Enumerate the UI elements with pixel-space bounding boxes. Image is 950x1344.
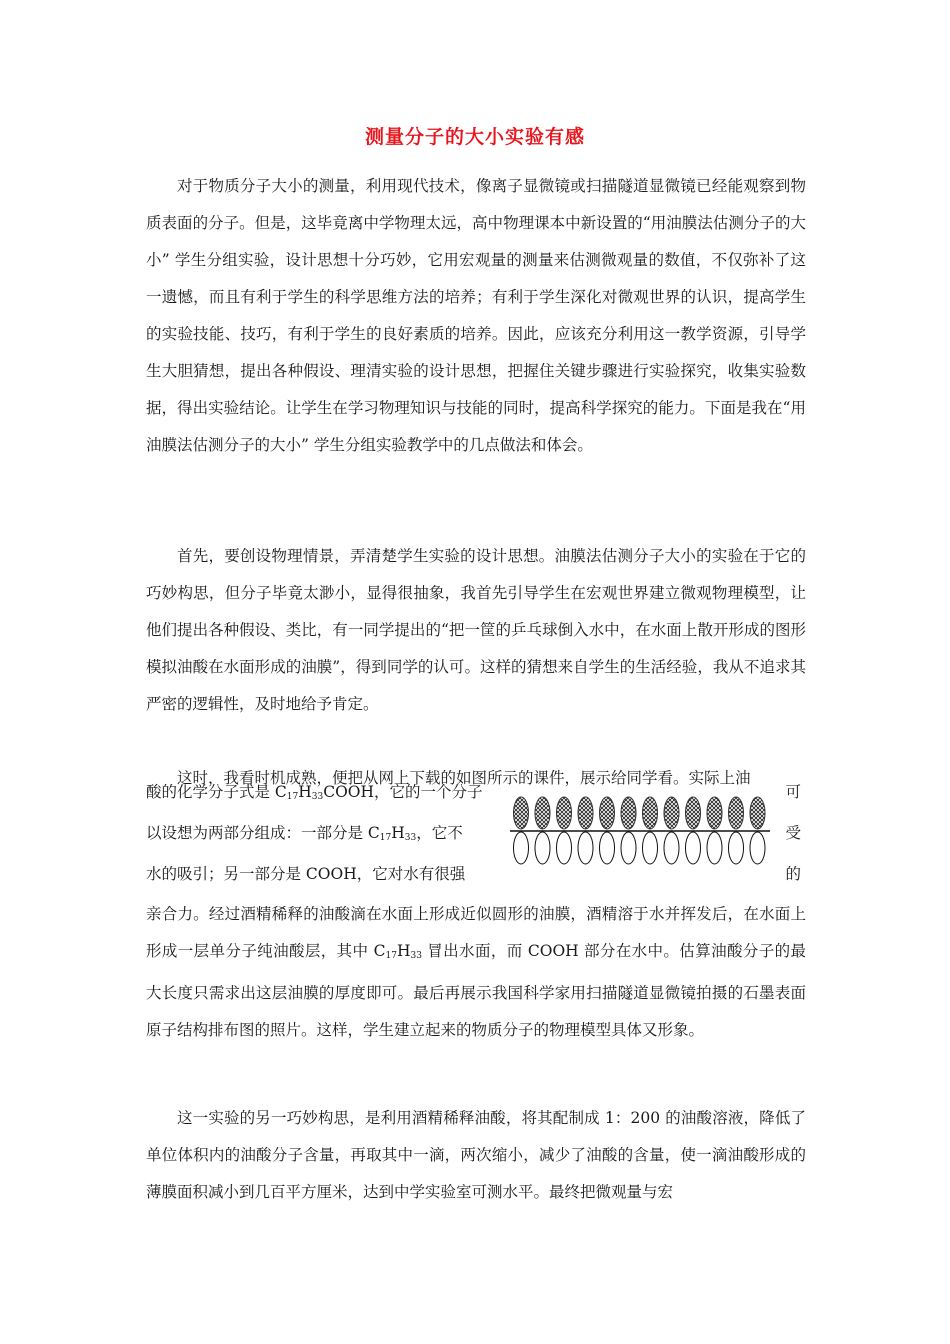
molecule-tail [535,832,550,864]
molecule-head [535,797,550,829]
paragraph-2: 首先，要创设物理情景，弄清楚学生实验的设计思想。油膜法估测分子大小的实验在于它的巧妙构思，但分子毕竟太渺小，显得很抽象，我首先引导学生在宏观世界建立微观物理模型，让他们提出各种假设、类比，有一同学提出的“把一筐的乒乓球倒入水中，在水面上散开形成的图形模拟油酸在水面形成的油膜”，得到同学的认可。这样的猜想来自学生的生活经验，我从不追求其严密的逻辑性，及时地给予肯定。 [146,547,806,713]
molecule-tail [729,832,744,864]
molecule-tail [750,832,765,864]
molecule-head [643,797,658,829]
molecule-head [686,797,701,829]
paragraph-3-rest: 亲合力。经过酒精稀释的油酸滴在水面上形成近似圆形的油膜，酒精溶于水并挥发后，在水面上形成一层单分子纯油酸层，其中 $C_{17}H_{33}$ 冒出水面，而 COOH 部分在水中。估算油酸分子的最大长度只需求出这层油膜的厚度即可。最后再展示我国科学家用扫描隧道显微镜拍摄的石墨表面原子结构排布图的照片。这样，学生建立起来的物质分子的物理模型具体又形象。 [146,905,806,1039]
molecule-head [621,797,636,829]
oil-molecule-figure [508,794,772,868]
molecule-tail [514,832,529,864]
line-2-end: 受 [785,824,801,842]
molecule-head [578,797,593,829]
molecule-tail [643,832,658,864]
molecule-head [750,797,765,829]
line-3-end: 的 [785,865,801,883]
molecule-head [707,797,722,829]
molecule-head [514,797,529,829]
molecule-tail [600,832,615,864]
line-2-text: 以设想为两部分组成：一部分是 $C_{17}H_{33}$，它不 [146,824,463,843]
document-title: 测量分子的大小实验有感 [364,126,585,148]
molecule-tail [621,832,636,864]
molecule-tail [578,832,593,864]
molecule-tail [707,832,722,864]
molecule-head [557,797,572,829]
line-1-end: 可 [785,783,801,801]
molecule-tail [686,832,701,864]
line-3-text: 水的吸引；另一部分是 COOH，它对水有很强 [146,865,466,883]
molecule-head [600,797,615,829]
line-1-text: 酸的化学分子式是 $C_{17}H_{33}COOH$，它的一个分子 [146,783,483,802]
molecule-tail [557,832,572,864]
molecule-head [664,797,679,829]
paragraph-1: 对于物质分子大小的测量，利用现代技术，像离子显微镜或扫描隧道显微镜已经能观察到物质表面的分子。但是，这毕竟离中学物理太远，高中物理课本中新设置的“用油膜法估测分子的大小” 学生分组实验，设计思想十分巧妙，它用宏观量的测量来估测微观量的数值，不仅弥补了这一遗憾，而且有利于学生的科学思维方法的培养；有利于学生深化对微观世界的认识，提高学生的实验技能、技巧，有利于学生的良好素质的培养。因此，应该充分利用这一教学资源，引导学生大胆猜想，提出各种假设、理清实验的设计思想，把握住关键步骤进行实验探究，收集实验数据，得出实验结论。让学生在学习物理知识与技能的同时，提高科学探究的能力。下面是我在“用油膜法估测分子的大小” 学生分组实验教学中的几点做法和体会。 [146,177,806,454]
paragraph-3-intro: 这时，我看时机成熟，便把从网上下载的如图所示的课件，展示给同学看。实际上油 [177,769,751,787]
molecule-head [729,797,744,829]
molecule-tail [664,832,679,864]
paragraph-4: 这一实验的另一巧妙构思，是利用酒精稀释油酸，将其配制成 1：200 的油酸溶液，降低了单位体积内的油酸分子含量，再取其中一滴，两次缩小，减少了油酸的含量，使一滴油酸形成的薄膜面积减小到几百平方厘米，达到中学实验室可测水平。最终把微观量与宏 [146,1109,806,1201]
